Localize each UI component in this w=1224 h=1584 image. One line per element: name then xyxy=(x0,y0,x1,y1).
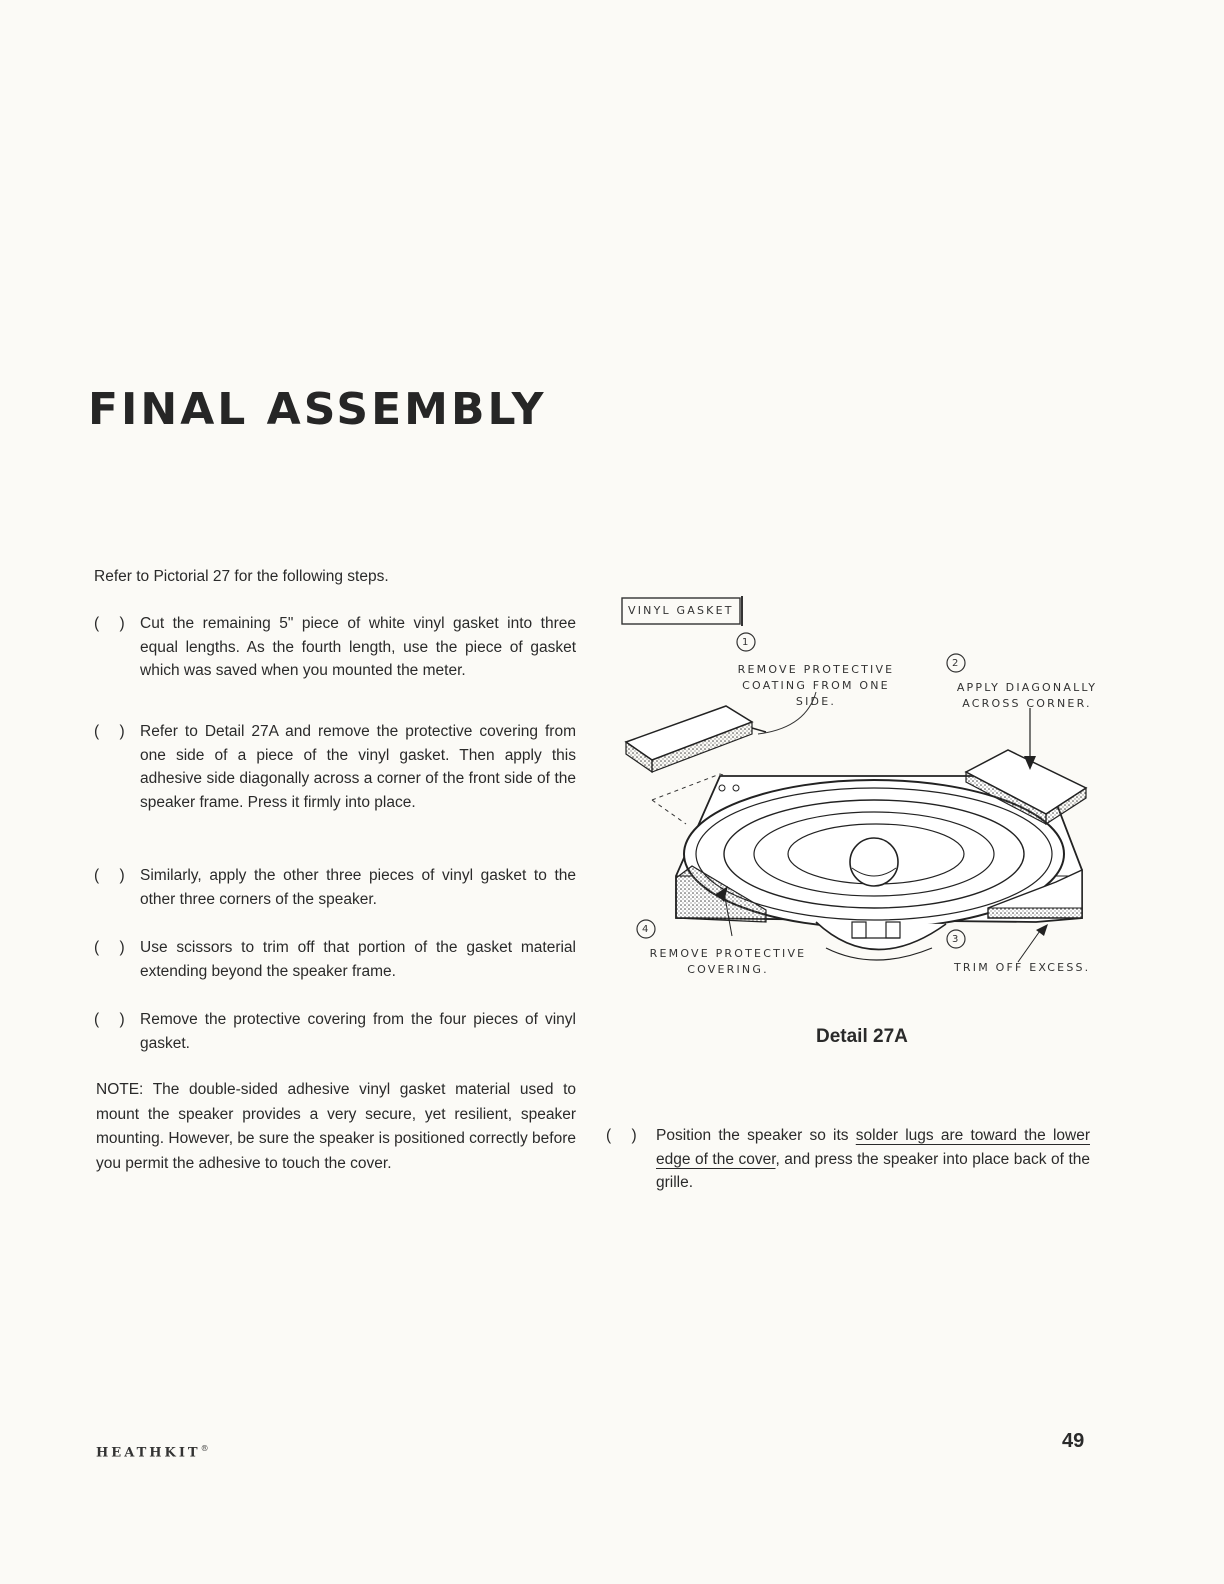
detail-27a-figure xyxy=(616,592,1106,992)
step-checkbox[interactable]: ( ) xyxy=(94,1011,133,1028)
step-item xyxy=(94,1008,576,1055)
step-item xyxy=(94,612,576,683)
step-item xyxy=(94,936,576,983)
step-text-start: Position the speaker so its xyxy=(656,1127,856,1144)
vinyl-gasket-label: VINYL GASKET xyxy=(628,604,734,617)
callout-4-text: REMOVE PROTECTIVE COVERING. xyxy=(649,947,807,976)
step-checkbox[interactable]: ( ) xyxy=(94,723,133,740)
step-checkbox[interactable]: ( ) xyxy=(606,1127,645,1144)
intro-text: Refer to Pictorial 27 for the following steps. xyxy=(94,568,389,585)
step-item xyxy=(606,1124,1090,1195)
speaker-illustration xyxy=(616,592,1106,992)
step-text: Use scissors to trim off that portion of the gasket material extending beyond the speaker frame. xyxy=(140,939,576,980)
callout-1-text: REMOVE PROTECTIVE COATING FROM ONE SIDE. xyxy=(737,663,895,708)
step-text: Cut the remaining 5" piece of white vinyl gasket into three equal lengths. As the fourth length, use the piece of gasket which was saved when you mounted the meter. xyxy=(140,615,576,679)
page-number: 49 xyxy=(1062,1430,1085,1452)
step-checkbox[interactable]: ( ) xyxy=(94,939,133,956)
callout-4-number: 4 xyxy=(642,924,651,935)
note-text: NOTE: The double-sided adhesive vinyl gasket material used to mount the speaker provides a very secure, yet resilient, speaker mounting. However, be sure the speaker is positioned correctly before you permit the adhesive to touch the cover. xyxy=(96,1081,576,1172)
step-text: Similarly, apply the other three pieces of vinyl gasket to the other three corners of the speaker. xyxy=(140,867,576,908)
callout-3-text: TRIM OFF EXCESS. xyxy=(954,961,1091,974)
step-text: Remove the protective covering from the four pieces of vinyl gasket. xyxy=(140,1011,576,1052)
step-item xyxy=(94,720,576,814)
underlined-text: solder lugs are toward the lower edge of the cover xyxy=(656,1127,1090,1168)
callout-3-number: 3 xyxy=(952,934,961,945)
callout-2-number: 2 xyxy=(952,658,961,669)
step-item xyxy=(94,864,576,911)
callout-1-number: 1 xyxy=(742,637,751,648)
callout-2-text: APPLY DIAGONALLY ACROSS CORNER. xyxy=(956,681,1098,710)
step-text: Refer to Detail 27A and remove the protective covering from one side of a piece of the vinyl gasket. Then apply this adhesive side diagonally across a corner of the front side of the speaker frame. Press it firmly into place. xyxy=(140,723,576,811)
heathkit-logo: HEATHKIT® xyxy=(96,1444,212,1461)
step-checkbox[interactable]: ( ) xyxy=(94,615,133,632)
step-checkbox[interactable]: ( ) xyxy=(94,867,133,884)
step-text-end: , and press the speaker into place back of the grille. xyxy=(656,1150,1091,1191)
figure-caption: Detail 27A xyxy=(816,1026,908,1047)
page-title: FINAL ASSEMBLY xyxy=(88,384,547,435)
